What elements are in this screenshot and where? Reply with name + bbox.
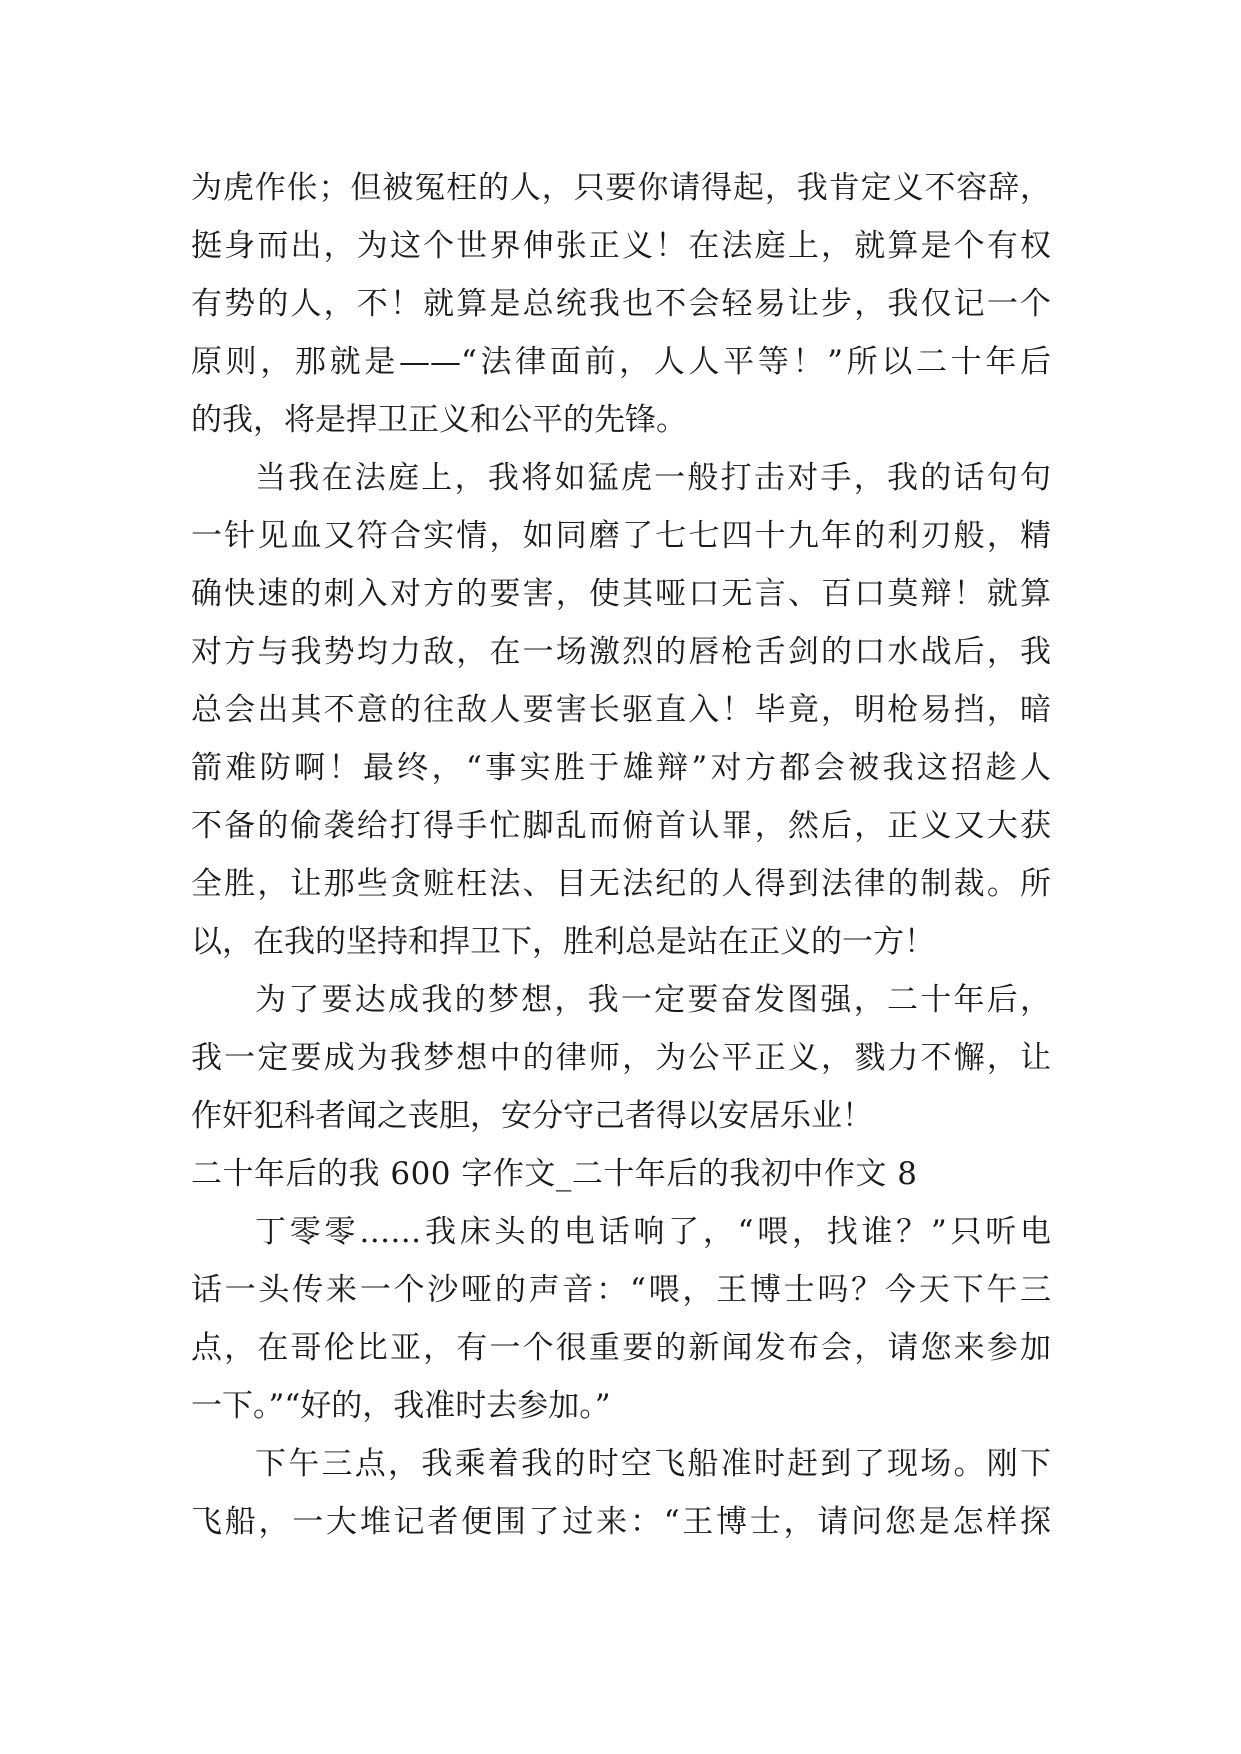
text-line-8: 确快速的刺入对方的要害，使其哑口无言、百口莫辩！就算 bbox=[191, 576, 1051, 612]
text-line-20: 话一头传来一个沙哑的声音：“喂，王博士吗？今天下午三 bbox=[191, 1272, 1051, 1308]
text-line-10: 总会出其不意的往敌人要害长驱直入！毕竟，明枪易挡，暗 bbox=[191, 692, 1051, 728]
text-line-4: 原则，那就是——“法律面前，人人平等！”所以二十年后 bbox=[191, 344, 1051, 380]
text-line-24: 飞船，一大堆记者便围了过来：“王博士，请问您是怎样探 bbox=[191, 1504, 1051, 1540]
text-line-1: 为虎作伥；但被冤枉的人，只要你请得起，我肯定义不容辞， bbox=[191, 170, 1051, 206]
section-heading: 二十年后的我 600 字作文_二十年后的我初中作文 8 bbox=[191, 1156, 918, 1192]
text-line-11: 箭难防啊！最终，“事实胜于雄辩”对方都会被我这招趁人 bbox=[191, 750, 1051, 786]
text-line-15: 为了要达成我的梦想，我一定要奋发图强，二十年后， bbox=[255, 982, 1051, 1018]
text-line-13: 全胜，让那些贪赃枉法、目无法纪的人得到法律的制裁。所 bbox=[191, 866, 1051, 902]
text-line-6: 当我在法庭上，我将如猛虎一般打击对手，我的话句句 bbox=[255, 460, 1051, 496]
text-line-14: 以，在我的坚持和捍卫下，胜利总是站在正义的一方！ bbox=[191, 924, 935, 960]
text-line-23: 下午三点，我乘着我的时空飞船准时赶到了现场。刚下 bbox=[255, 1446, 1051, 1482]
text-line-5: 的我，将是捍卫正义和公平的先锋。 bbox=[191, 402, 687, 438]
text-line-21: 点，在哥伦比亚，有一个很重要的新闻发布会，请您来参加 bbox=[191, 1330, 1051, 1366]
document-body bbox=[191, 159, 1051, 1551]
text-line-9: 对方与我势均力敌，在一场激烈的唇枪舌剑的口水战后，我 bbox=[191, 634, 1051, 670]
text-line-12: 不备的偷袭给打得手忙脚乱而俯首认罪，然后，正义又大获 bbox=[191, 808, 1051, 844]
text-line-3: 有势的人，不！就算是总统我也不会轻易让步，我仅记一个 bbox=[191, 286, 1051, 322]
text-line-16: 我一定要成为我梦想中的律师，为公平正义，戮力不懈，让 bbox=[191, 1040, 1051, 1076]
text-line-7: 一针见血又符合实情，如同磨了七七四十九年的利刃般，精 bbox=[191, 518, 1051, 554]
text-line-19: 丁零零……我床头的电话响了，“喂，找谁？”只听电 bbox=[255, 1214, 1051, 1250]
text-line-22: 一下。”“好的，我准时去参加。” bbox=[191, 1388, 611, 1424]
text-line-2: 挺身而出，为这个世界伸张正义！在法庭上，就算是个有权 bbox=[191, 228, 1051, 264]
text-line-17: 作奸犯科者闻之丧胆，安分守己者得以安居乐业！ bbox=[191, 1098, 873, 1134]
